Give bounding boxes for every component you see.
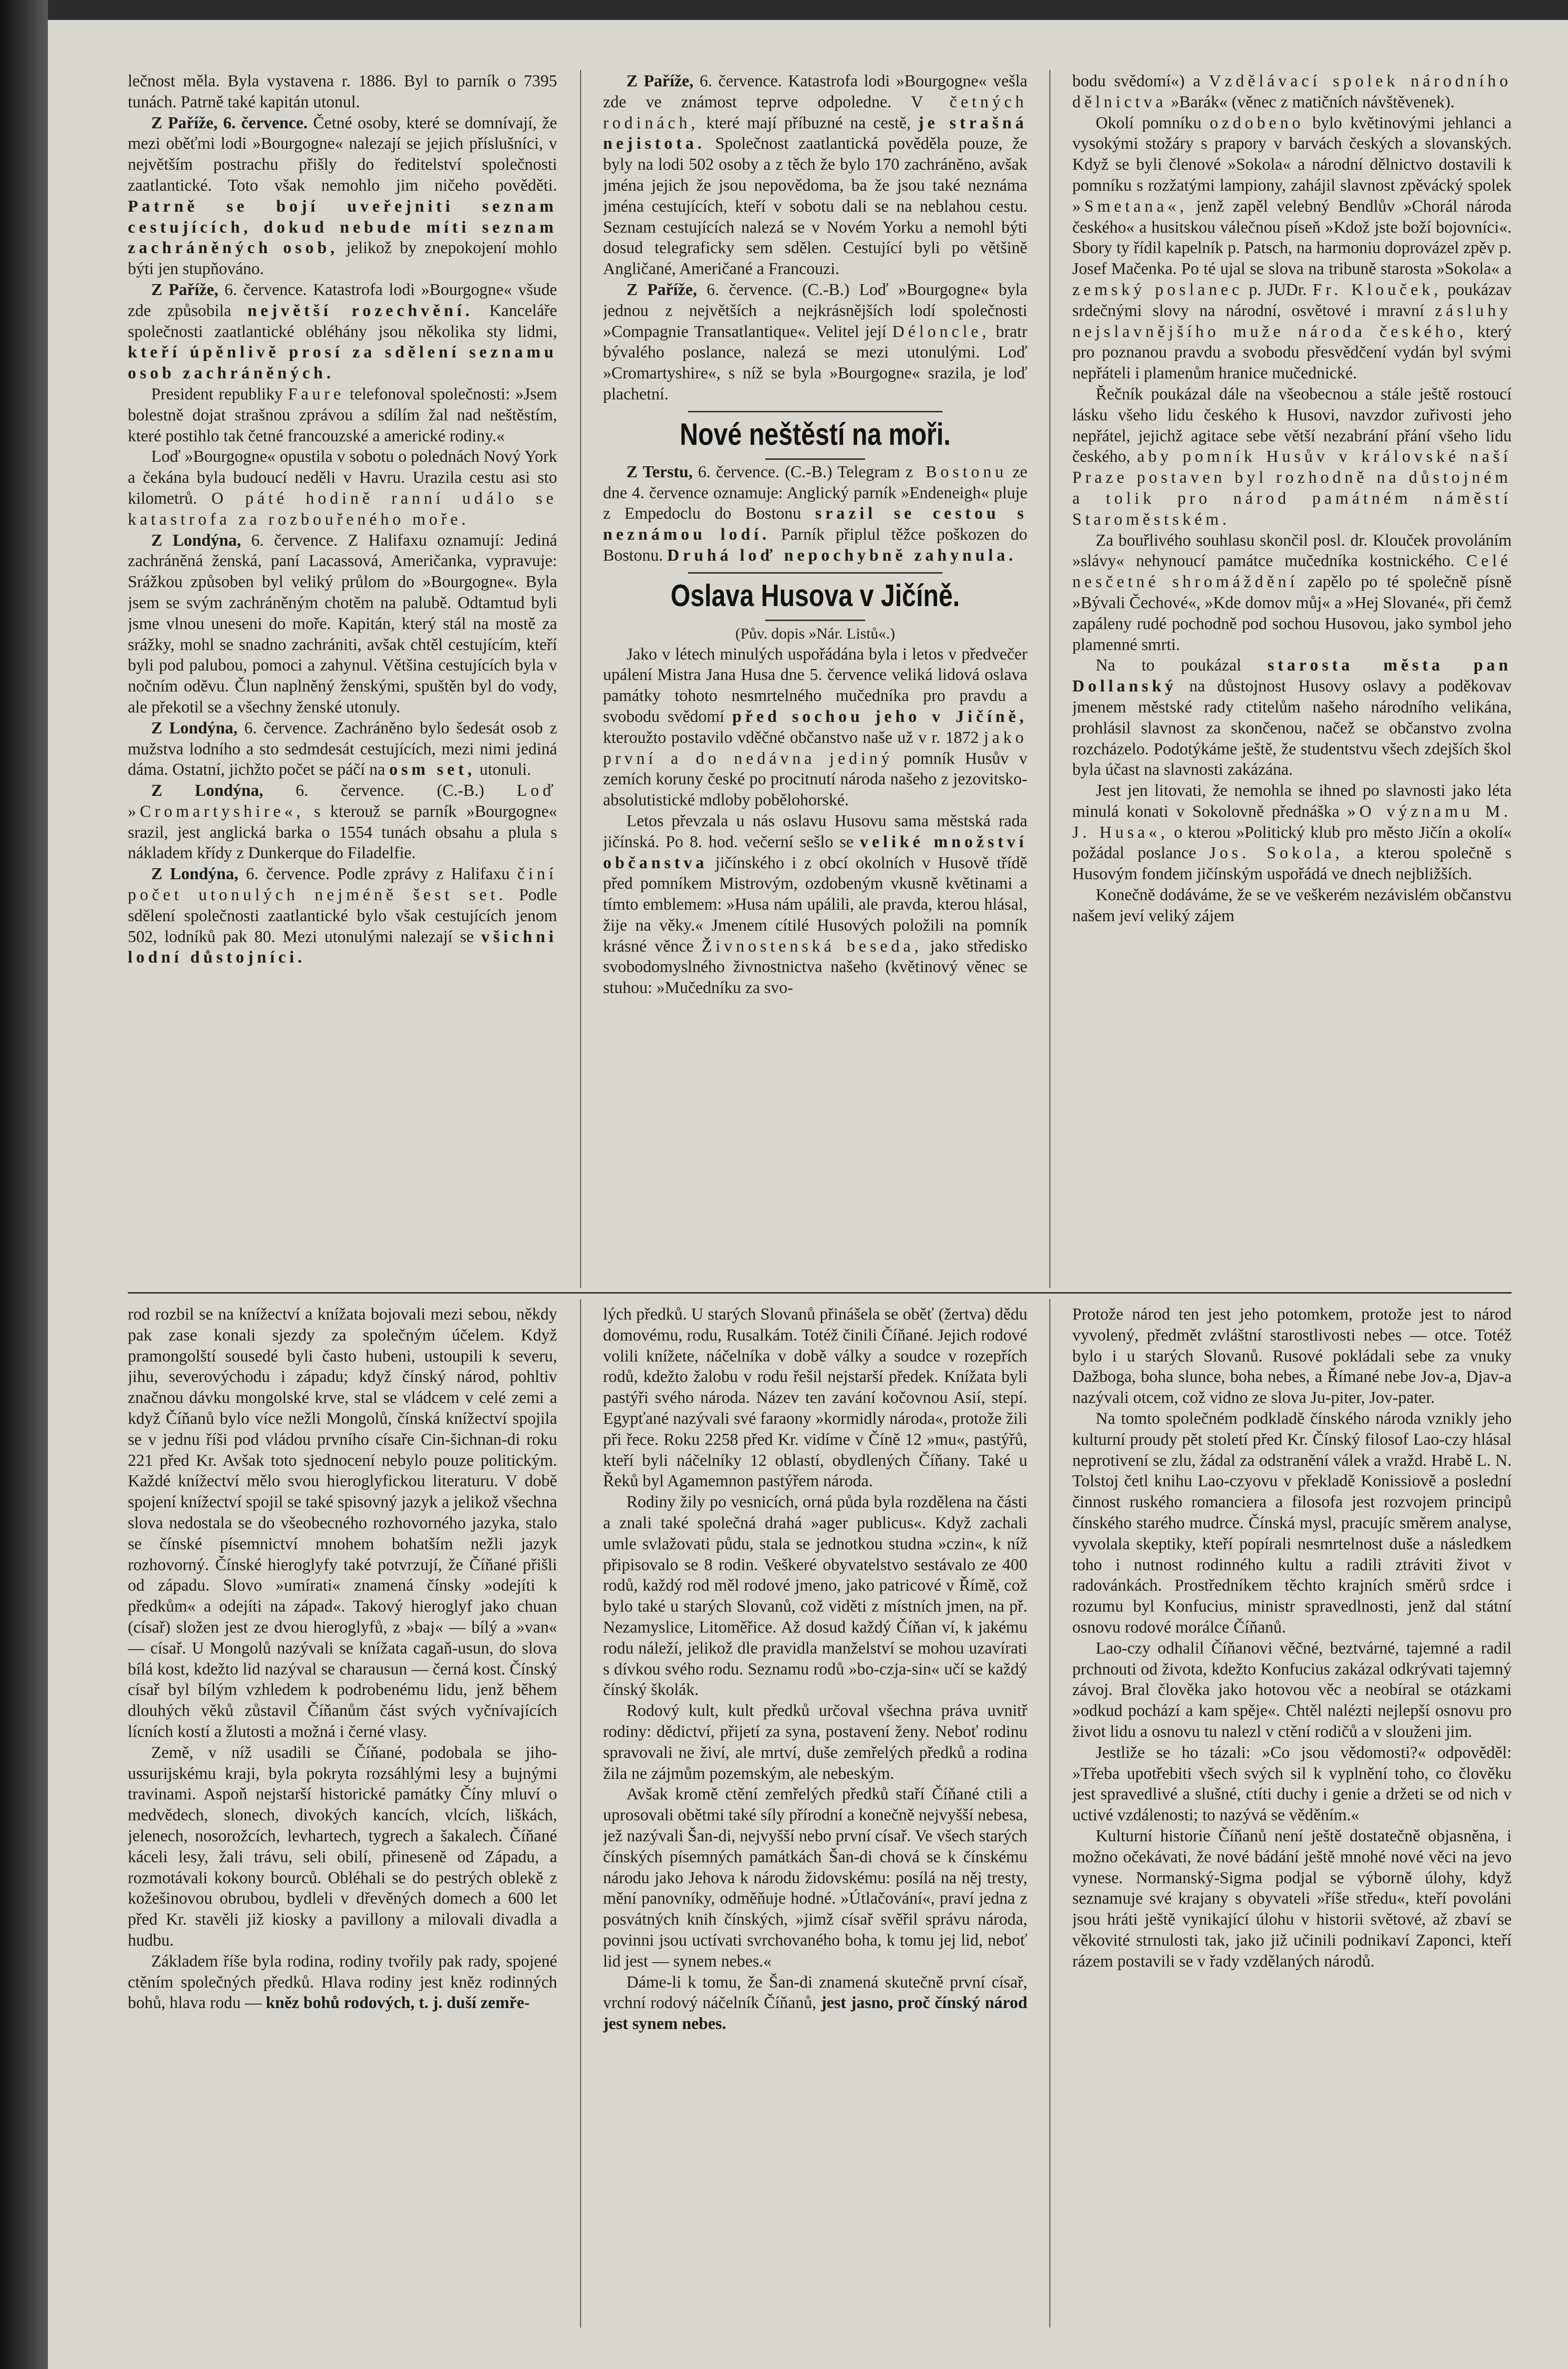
article-paragraph xyxy=(1072,384,1512,530)
text-run: Druhá loď nepochybně zahynula. xyxy=(667,546,1017,565)
text-run: ozdobeno xyxy=(1210,113,1304,132)
article-paragraph xyxy=(128,864,557,968)
text-run: jest jasno, proč čínský národ jest synem nebes. xyxy=(603,1994,1027,2033)
article-paragraph xyxy=(128,1951,557,2014)
article-paragraph xyxy=(128,530,557,718)
text-run: 6. července. (C.-B.) xyxy=(263,781,517,800)
text-run: jelikož by znepokojení mohlo býti jen stupňováno. xyxy=(128,239,557,279)
article-paragraph xyxy=(1072,1304,1512,1408)
text-run: srazil se cestou s neznámou lodí. xyxy=(603,504,1027,544)
text-run: starosta města pan Dollanský xyxy=(1072,656,1512,696)
article-paragraph xyxy=(1072,1408,1512,1638)
text-run: osm set, xyxy=(389,760,476,779)
scan-binding-edge xyxy=(0,0,48,2369)
article-paragraph xyxy=(603,1304,1027,1492)
article-paragraph xyxy=(603,811,1027,999)
text-run: Fr. Klouček, xyxy=(1312,280,1442,299)
text-run: Na to poukázal xyxy=(1095,656,1268,675)
text-run: Dáme-li k tomu, že Šan-di znamená skutečně první císař, vrchní rodový náčelník Číňanů, xyxy=(603,1973,1027,2013)
text-run: je strašná nejistota. xyxy=(603,113,1027,153)
text-run: Řečník poukázal dále na všeobecnou a stále ještě rostoucí lásku všeho lidu českého k Husovi, navzdor zuřivosti jeho nepřátel, jejichž agitace sebe větší nezabrání přání všeho lidu českého, xyxy=(1072,384,1512,466)
text-run: Jos. Sokola, xyxy=(1209,844,1343,863)
text-run: činí počet utonulých nejméně šest set. xyxy=(128,865,557,905)
article-paragraph xyxy=(128,384,557,446)
text-run: Jestliže se ho tázali: »Co jsou vědomosti?« odpověděl: »Třeba upotřebiti všech svých sil k vyplnění toho, co člověku jest spravedlivé a slušné, ctíti duchy i genie a držeti se od nich v uctivé vzdálenosti; to nazývá se věděním.« xyxy=(1072,1743,1512,1825)
article-paragraph xyxy=(1072,1742,1512,1826)
article-separator xyxy=(688,411,942,412)
dateline: Z Paříže, xyxy=(626,72,694,90)
text-run: největší rozechvění. xyxy=(247,301,473,320)
text-run: telefonoval společnosti: »Jsem bolestně dojat strašnou zprávou a sdílím žal nad neštěstím, které postihlo tak četné francouzské a americké rodiny.« xyxy=(128,384,557,445)
column-rule xyxy=(1049,1299,1050,2328)
article-paragraph xyxy=(128,1304,557,1742)
text-run: Faure xyxy=(288,384,345,403)
text-run: 6. července. Zachráněno bylo šedesát osob z mužstva lodního a sto sedmdesát cestujících, mezi nimi jediná dáma. Ostatní, jichžto počet se páčí na xyxy=(128,718,557,779)
column-rule xyxy=(580,70,581,1288)
bottom-column-3 xyxy=(1072,1304,1512,2323)
text-run: Kanceláře společnosti zaatlantické obléhány jsou několika sty lidmi, xyxy=(128,301,557,341)
text-run: pomník Husův v zemích koruny české po procitnutí národa našeho z jezovitsko-absolutistické mdloby pobělohorské. xyxy=(603,749,1027,810)
article-heading: Nové neštěstí na moři. xyxy=(679,417,951,452)
text-run: Konečně dodáváme, že se ve veškerém nezávislém občanstvu našem jeví veliký zájem xyxy=(1072,886,1512,925)
text-run: zemský poslanec xyxy=(1072,280,1243,299)
article-paragraph xyxy=(1072,655,1512,780)
article-paragraph xyxy=(128,71,557,113)
text-run: jako středisko svobodomyslného živnostnictva našeho (květinový věnec se stuhou: »Mučedníku za svo- xyxy=(603,937,1027,998)
dateline: Z Londýna, xyxy=(151,531,241,550)
column-rule xyxy=(1049,70,1050,1288)
text-run: o kterou »Politický klub pro město Jičín a okolí« požádal poslance xyxy=(1072,823,1512,863)
text-run: jako první a do nedávna jediný xyxy=(603,728,1027,768)
text-run: s kterouž se parník »Bourgogne« srazil, jest anglická barka o 1554 tunách obsahu a plula s nákladem křídy z Dunkerque do Filadelfie. xyxy=(128,802,557,863)
dateline: Z Paříže, xyxy=(626,280,697,299)
text-run: utonuli. xyxy=(475,760,531,779)
text-run: Základem říše byla rodina, rodiny tvořily pak rady, spojené ctěním společných předků. Hlava rodiny jest kněz rodinných bohů, hlava rodu — xyxy=(128,1952,557,2013)
text-run: 6. července. Podle zprávy z Halifaxu xyxy=(238,865,518,884)
text-run: rod rozbil se na knížectví a knížata bojovali mezi sebou, někdy pak zase konali sjezdy za společným účelem. Když pramongolští sousedé byli často hubeni, ustoupili k severu, jihu, severovýchodu i západu; když čínský národ, pohltiv značnou dávku mongolské krve, stal se vládcem v celé zemi a když Číňanů bylo více nežli Mongolů, čínská knížectví spojila se v jednu říši pod vládou prvního císaře Cin-šichnan-di roku 221 před Kr. Avšak toto sjednocení nebylo pouze politickým. Každé knížectví mělo svou hieroglyfickou literaturu. V době spojení knížectví spojil se také spisovný jazyk a jelikož všechna slova nedostala se do všeobecného rozhovorného jazyka, stalo se čínské písemnictví mnohem bohatším nežli jazyk rozhovorný. Čínské hieroglyfy také potvrzují, že Číňané přišli od západu. Slovo »umírati« znamená čínsky »odejíti k předkům« a odejíti na západ«. Takový hieroglyf jako chuan (císař) složen jest ze dvou hieroglyfů, z »baj« — bílý a »van« — císař. U Mongolů nazývali se knížata cagaň-usun, do slova bílá kost, kdežto lid nazýval se charausun — černá kost. Čínský císař byl bílým vzhledem k podrobenému lidu, jenž během dlouhých věků zůstavil Číňanům část svých vyčnívajících lícních kostí a žlutosti a možná i černé vlasy. xyxy=(128,1305,557,1741)
dateline: Z Paříže, xyxy=(151,280,219,299)
dateline: Z Paříže, 6. července. xyxy=(151,113,308,132)
text-run: »Barák« (věnec z matičních návštěvenek). xyxy=(1167,92,1455,111)
text-run: O páté hodině ranní událo se katastrofa za rozbouřeného moře. xyxy=(128,489,557,529)
text-run: Četné osoby, které se domnívají, že mezi oběťmi lodi »Bourgogne« nalezají se jejich příslušníci, v největším postrachu přišly do ředitelství společnosti zaatlantické. Toto však nemohlo jim ničeho pověděti. xyxy=(128,113,557,195)
article-paragraph xyxy=(603,1700,1027,1784)
text-run: zásluhy nejslavnějšího muže národa českého, xyxy=(1072,301,1512,341)
article-paragraph xyxy=(1072,1826,1512,1972)
text-run: jenž zapěl velebný Bendlův »Chorál národa českého« a husitskou válečnou píseň »Kdož jste boží bojovníci«. Sbory ty řídil kapelník p. Patsch, na harmoniu doprovázel zpěv p. Josef Mačenka. Po té ujal se slova na tribuně starosta »Sokola« a xyxy=(1072,197,1512,279)
text-run: Na tomto společném podkladě čínského národa vznikly jeho kulturní proudy pět století před Kr. Čínský filosof Lao-czy hlásal neprotivení se zlu, žádal za odstranění válek a vražd. Hrabě L. N. Tolstoj četl knihu Lao-czyovu v překladě Konissiově a poslední činnost ruského romanciera a filosofa jest rozvojem principů čínského starého mudrce. Čínská mysl, pracujíc směrem analyse, vyvolala skeptiky, kteří popírali nesmrtelnost duše a následkem toho i nutnost rodinného kultu a radili ztráviti život v radovánkách. Prostředníkem těchto krajních směrů srdce i rozumu byl Konfucius, ministr spravedlnosti, jenž dal státní osnovu rodové morálce Číňanů. xyxy=(1072,1409,1512,1637)
text-run: Déloncle, xyxy=(892,322,990,341)
text-run: poukázav srdečnými slovy na národní, osvětové i mravní xyxy=(1072,280,1512,320)
article-paragraph xyxy=(1072,113,1512,384)
text-run: které mají příbuzné na cestě, xyxy=(698,113,919,132)
text-run: Země, v níž usadili se Číňané, podobala se jiho-ussurijskému kraji, byla pokryta rozsáhlými lesy a bujnými travinami. Aspoň nejstarší historické památky Číny mluví o medvědech, slonech, divokých kancích, vlcích, liškách, jelenech, nosorožcích, levhartech, tygrech a šakalech. Číňané káceli lesy, žali trávu, seli obilí, přineseně od Západu, a rozmotávali kokony bourců. Obléhali se do pestrých oblekě z kožešinovou obrubou, bydleli v dřevěných domech a 600 let před Kr. stavěli již kiosky a pavillony a milovali divadla a hudbu. xyxy=(128,1743,557,1950)
bottom-column-1 xyxy=(128,1304,557,2323)
text-run: všichni lodní důstojníci. xyxy=(128,927,557,967)
article-paragraph xyxy=(603,71,1027,280)
dateline: Z Londýna, xyxy=(151,865,239,884)
text-run: Vzdělávací spolek národního dělnictva xyxy=(1072,72,1512,111)
text-run: »Smetana«, xyxy=(1072,197,1188,216)
section-divider xyxy=(128,1292,1512,1294)
text-run: lečnost měla. Byla vystavena r. 1886. Byl to parník o 7395 tunách. Patrně také kapitán utonul. xyxy=(128,72,557,111)
text-run: kteří úpěnlivě prosí za sdělení seznamu osob zachráněných. xyxy=(128,343,557,383)
text-run: Společnost zaatlantická pověděla pouze, že byly na lodi 502 osoby a z těch že bylo 170 zachráněno, avšak jména jejich že jsou nepovědoma, ba že jsou také neznáma jména cestujících, kteří v sobotu dali se na neblahou cestu. Seznam cestujících nalezá se v Novém Yorku a nemohl býti dosud telegraficky sem sdělen. Cestující byli po většině Angličané, Američané a Francouzi. xyxy=(603,134,1027,279)
dateline: Z Londýna, xyxy=(151,718,238,737)
article-paragraph xyxy=(603,1784,1027,1972)
text-run: bratr bývalého poslance, nalezá se mezi utonulými. Loď »Cromartyshire«, s níž se byla »Bourgogne« srazila, je loď plachetní. xyxy=(603,322,1027,403)
article-separator xyxy=(688,572,942,574)
text-run: Za bouřlivého souhlasu skončil posl. dr. Klouček provoláním »slávy« nehynoucí památce mučedníka kostnického. xyxy=(1072,531,1512,571)
heading-underline xyxy=(765,458,865,460)
text-run: 6. července. Z Halifaxu oznamují: Jediná zachráněná ženská, paní Lacassová, Američanka, vypravuje: Srážkou způsoben byl veliký průlom do »Bourgogne«. Byla jsem se svým zachráněným chotěm na palubě. Odtamtud byli jsme vlnou uneseni do moře. Kapitán, který stál na mostě za srážky, mohl se snadno zachrániti, avšak chtěl cestujícím, kteří byli pod palubou, pomoci a zahynul. Většina cestujících byla v nočním oděvu. Člun naplněný ženskými, spuštěn byl do vody, ale překotil se a všechny ženské utonuly. xyxy=(128,531,557,716)
text-run: 6. července. (C.-B.) Telegram xyxy=(692,462,906,481)
text-run: kteroužto postavilo vděčné občanstvo naše už v r. 1872 xyxy=(603,728,984,747)
text-run: Živnostenská beseda, xyxy=(701,937,923,956)
text-run: který pro poznanou pravdu a svobodu přesvědčení vydán byl svými nepřáteli i plamenům hranice mučednické. xyxy=(1072,322,1512,383)
text-run: President republiky xyxy=(151,384,288,403)
text-run: Protože národ ten jest jeho potomkem, protože jest to národ vyvolený, předmět zvláštní starostlivosti nebes — otce. Totéž bylo i u starých Slovanů. Rusové pokládali sebe za vnuky Dažboga, boha slunce, boha nebes, a Římané nebe Jov-a, Djav-a nazývali otcem, což vidno ze slova Ju-piter, Jov-pater. xyxy=(1072,1305,1512,1407)
text-run: ze dne 4. července oznamuje: Anglický parník »Endeneigh« pluje z Empedoclu do Bostonu xyxy=(603,462,1027,523)
text-run: zapělo po té společně písně »Bývali Čechové«, »Kde domov můj« a »Hej Slované«, při čemž zapáleny rudé pochodně pod sochou Husovou, jako symbol jeho plamenné smrti. xyxy=(1072,573,1512,654)
article-paragraph xyxy=(603,1492,1027,1700)
text-run: kněz bohů rodových, t. j. duší zemře- xyxy=(266,1994,530,2013)
text-run: p. JUDr. xyxy=(1243,280,1313,299)
bottom-column-2 xyxy=(603,1304,1027,2323)
text-run: Patrně se bojí uveřejniti seznam cestujících, dokud nebude míti seznam zachráněných osob, xyxy=(128,197,557,258)
text-run: Loď »Cromartyshire«, xyxy=(128,781,557,821)
article-paragraph xyxy=(1072,71,1512,113)
text-run: Jako v létech minulých uspořádána byla i letos v předvečer upálení Mistra Jana Husa dne 5. července veliká lidová oslava památky tohoto nesmrtelného mučedníka pro pravdu a svobodu svědomí xyxy=(603,645,1027,726)
text-run: jičínského i z obcí okolních v Husově třídě před pomníkem Mistrovým, ozdobeným vkusně květinami a tímto emblemem: »Husa nám upálili, ale pravda, kterou hlásal, žije na věky.« Jmenem cítilé Husových položili na pomník krásné věnce xyxy=(603,853,1027,956)
dateline: Z Londýna, xyxy=(151,781,264,800)
article-paragraph xyxy=(128,113,557,280)
article-paragraph xyxy=(603,1972,1027,2034)
text-run: »O významu M. J. Husa«, xyxy=(1072,802,1512,842)
article-paragraph xyxy=(128,280,557,384)
text-run: na důstojnost Husovy oslavy a poděkovav jmenem městské rady ctitelům našeho národního velikána, prohlásil slavnost za skončenou, načež se občanstvo zvolna rozcházelo. Podotýkáme ještě, že studentstvu všech zdejších škol byla účast na slavnosti zakázána. xyxy=(1072,677,1512,779)
article-heading: Oslava Husova v Jičíně. xyxy=(670,578,960,613)
text-run: aby pomník Husův v královské naší Praze postaven byl rozhodně na důstojném a tolik pro národ památném náměstí Staroměstském. xyxy=(1072,447,1512,529)
article-paragraph xyxy=(128,780,557,864)
column-rule xyxy=(580,1299,581,2328)
text-run: Parník připlul těžce poškozen do Bostonu. xyxy=(603,525,1027,565)
text-run: Jest jen litovati, že nemohla se ihned po slavnosti jako léta minulá konati v Sokolovně přednáška xyxy=(1072,781,1512,821)
text-run: veliké množství občanstva xyxy=(603,832,1027,872)
text-run: Letos převzala u nás oslavu Husovu sama městská rada jičínská. Po 8. hod. večerní sešlo se xyxy=(603,811,1027,851)
article-paragraph xyxy=(1072,885,1512,927)
article-paragraph xyxy=(603,644,1027,811)
text-run: V četných rodinách, xyxy=(603,92,1027,132)
article-paragraph xyxy=(1072,780,1512,885)
top-column-1 xyxy=(128,71,557,1279)
newspaper-page xyxy=(48,20,1568,2369)
article-paragraph xyxy=(603,280,1027,405)
text-run: a kterou společně s Husovým fondem jičínským uspořádá ve dnech nejbližších. xyxy=(1072,844,1512,884)
text-run: Rodiny žily po vesnicích, orná půda byla rozdělena na části a znali také společná drahá »ager publicus«. Když zachali umle svlažovati půdu, stala se jednotkou studna »czin«, k níž připisovalo se 8 rodin. Veškeré obyvatelstvo sestávalo ze 400 rodů, každý rod měl rodové jmeno, jako patricové v Římě, což bylo také u starých Slovanů, což viděti z místních jmen, na př. Nezamyslice, Litoměřice. Až dosud každý Číňan ví, k jakému rodu náleží, jelikož dle pravidla manželství se mohou uzavírati s dívkou svého rodu. Seznamu rodů »bo-czja-sin« učí se každý čínský školák. xyxy=(603,1493,1027,1699)
text-run: lých předků. U starých Slovanů přinášela se oběť (žertva) dědu domovému, rodu, Rusalkám. Totéž činili Číňané. Jejich rodové volili knížete, náčelníka v době války a soudce v rozepřích rodů, kdežto žalobu v rodu řešil nejstarší předek. Knížata byli pastýři svého národa. Název ten zavání kočovnou Asií, stepí. Egypťané nazývali své faraony »kormidly národa«, protože žili při řece. Roku 2258 před Kr. vidíme v Číně 12 »mu«, pastýřů, kteří byli náčelníky 12 oblastí, obydlených Číňany. Také u Řeků byl Agamemnon pastýřem národa. xyxy=(603,1305,1027,1491)
text-run: bodu svědomí«) a xyxy=(1072,72,1209,90)
heading-underline xyxy=(765,620,865,621)
dateline: Z Terstu, xyxy=(626,462,693,481)
article-source-note: (Pův. dopis »Nár. Listů«.) xyxy=(735,624,896,642)
text-run: Celé nesčetné shromáždění xyxy=(1072,552,1512,592)
text-run: 6. července. Katastrofa lodi »Bourgogne« vešla zde ve známost teprve odpoledne. xyxy=(603,72,1027,111)
text-run: Rodový kult, kult předků určoval všechna práva uvnitř rodiny: dědictví, přijetí za syna, postavení ženy. Neboť rodinu spravovali ne živí, ale mrtví, duše zemřelých předků a rodina žila ne zájmům pozemským, ale nebeským. xyxy=(603,1701,1027,1783)
article-paragraph xyxy=(128,446,557,530)
article-paragraph xyxy=(128,1742,557,1951)
text-run: 6. července. Katastrofa lodi »Bourgogne« všude zde způsobila xyxy=(128,280,557,320)
text-run: z Bostonu xyxy=(905,462,1007,481)
text-run: Kulturní historie Číňanů není ještě dostatečně objasněna, i možno očekávati, že nové bádání ještě mnohé nové věci na jevo vynese. Normanský-Sigma podjal se výborně úlohy, když seznamuje své krajany s obyvateli »říše středu«, kteří povoláni jsou hráti ještě vynikající úlohu v historii světové, až zbaví se věkovité strnulosti tak, jako již učinili podnikaví Zaponci, kteří rázem postavili se v řady vzdělaných národů. xyxy=(1072,1826,1512,1971)
article-paragraph xyxy=(603,462,1027,566)
top-column-3 xyxy=(1072,71,1512,1279)
text-run: před sochou jeho v Jičíně, xyxy=(732,707,1027,726)
text-run: Lao-czy odhalil Číňanovi věčné, beztvárné, tajemné a radil prchnouti od života, kdežto Konfucius zakázal odkrývati tajemný závoj. Bral člověka jako hotovou věc a neobíral se otázkami »odkud pochází a kam spěje«. Chtěl nalézti nejlepší osnovu pro život lidu a osnovu tu nalezl v ctění rodičů a v slouženi jim. xyxy=(1072,1639,1512,1741)
text-run: Avšak kromě ctění zemřelých předků staří Číňané ctili a uprosovali obětmi také síly přírodní a konečně nejvyšší nebesa, jež nazývali Šan-di, nejvyšší nebo první císař. Ve všech starých čínských písemných památkách Šan-di chová se k čínskému národu jako Jehova k národu židovskému: posílá na něj tresty, mění panovníky, odměňuje hodné. »Útlačování«, praví jedna z posvátných knih čínských, »jimž císař svěřil správu národa, povinni jsou uctívati svrchovaného boha, k tomu jej lid, neboť lid jest — synem nebes.« xyxy=(603,1785,1027,1971)
top-column-2 xyxy=(603,71,1027,1279)
article-paragraph xyxy=(1072,1638,1512,1742)
article-paragraph xyxy=(128,718,557,780)
text-run: bylo květinovými jehlanci a vysokými stožáry s prapory v barvách českých a slovanských. Když se byli členové »Sokola« a národní dělnictvo dostavili k pomníku s rozžatými lampiony, zahájil slavnost zpěvácký spolek xyxy=(1072,113,1512,195)
text-run: 6. července. (C.-B.) Loď »Bourgogne« byla jednou z největších a nejkrásnějších lodí společnosti »Compagnie Transatlantique«. Velitel její xyxy=(603,280,1027,341)
text-run: Podle sdělení společnosti zaatlantické bylo však cestujících jenom 502, lodníků pak 80. Mezi utonulými nalezají se xyxy=(128,886,557,946)
article-paragraph xyxy=(1072,530,1512,656)
text-run: Okolí pomníku xyxy=(1095,113,1210,132)
text-run: Loď »Bourgogne« opustila v sobotu o polednách Nový York a čekána byla budoucí neděli v Havru. Urazila cestu asi sto kilometrů. xyxy=(128,447,557,508)
